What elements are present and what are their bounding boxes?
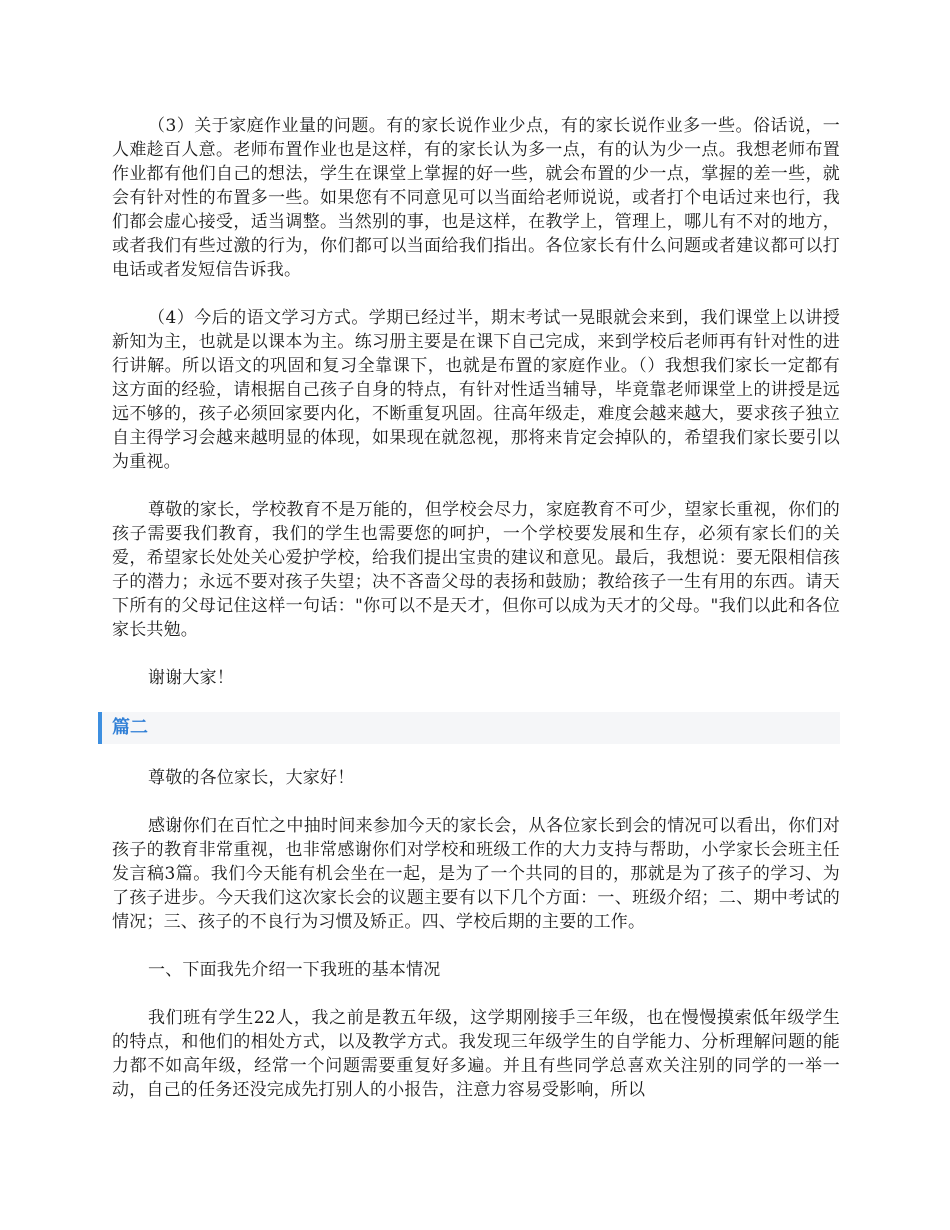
paragraph-class-situation: 我们班有学生22人，我之前是教五年级，这学期刚接手三年级，也在慢慢摸索低年级学生的特点，和他们的相处方式，以及教学方式。我发现三年级学生的自学能力、分析理解问题的能力都不如高年级，经常一个问题需要重复好多遍。并且有些同学总喜欢关注别的同学的一举一动，自己的任务还没完成先打别人的小报告，注意力容易受影响，所以 [112, 1008, 840, 1100]
document-body [112, 114, 840, 1126]
paragraph-thanks: 谢谢大家！ [148, 668, 234, 688]
paragraph-greeting: 尊敬的各位家长，大家好！ [148, 768, 355, 788]
paragraph-homework-amount: （3）关于家庭作业量的问题。有的家长说作业少点，有的家长说作业多一些。俗话说，一人难趁百人意。老师布置作业也是这样，有的家长认为多一点，有的认为少一点。我想老师布置作业都有他们自己的想法，学生在课堂上掌握的好一些，就会布置的少一点，掌握的差一些，就会有针对性的布置多一些。如果您有不同意见可以当面给老师说说，或者打个电话过来也行，我们都会虚心接受，适当调整。当然别的事，也是这样，在教学上，管理上，哪儿有不对的地方，或者我们有些过激的行为，你们都可以当面给我们指出。各位家长有什么问题或者建议都可以打电话或者发短信告诉我。 [112, 116, 840, 280]
section-title: 篇二 [112, 717, 148, 738]
paragraph-chinese-study-method: （4）今后的语文学习方式。学期已经过半，期末考试一晃眼就会来到，我们课堂上以讲授新知为主，也就是以课本为主。练习册主要是在课下自己完成，来到学校后老师再有针对性的进行讲解。所以语文的巩固和复习全靠课下，也就是布置的家庭作业。（）我想我们家长一定都有这方面的经验，请根据自己孩子自身的特点，有针对性适当辅导，毕竟靠老师课堂上的讲授是远远不够的，孩子必须回家要内化，不断重复巩固。往高年级走，难度会越来越大，要求孩子独立自主得学习会越来越明显的体现，如果现在就忽视，那将来肯定会掉队的，希望我们家长要引以为重视。 [112, 308, 840, 472]
section-header [98, 712, 840, 744]
paragraph-closing-remarks: 尊敬的家长，学校教育不是万能的，但学校会尽力，家庭教育不可少，望家长重视，你们的孩子需要我们教育，我们的学生也需要您的呵护，一个学校要发展和生存，必须有家长们的关爱，希望家长处处关心爱护学校，给我们提出宝贵的建议和意见。最后，我想说：要无限相信孩子的潜力；永远不要对孩子失望；决不吝啬父母的表扬和鼓励；教给孩子一生有用的东西。请天下所有的父母记住这样一句话："你可以不是天才，但你可以成为天才的父母。"我们以此和各位家长共勉。 [112, 500, 840, 640]
paragraph-introduction: 感谢你们在百忙之中抽时间来参加今天的家长会，从各位家长到会的情况可以看出，你们对孩子的教育非常重视，也非常感谢你们对学校和班级工作的大力支持与帮助，小学家长会班主任发言稿3篇。我们今天能有机会坐在一起，是为了一个共同的目的，那就是为了孩子的学习、为了孩子进步。今天我们这次家长会的议题主要有以下几个方面：一、班级介绍；二、期中考试的情况；三、孩子的不良行为习惯及矫正。四、学校后期的主要的工作。 [112, 816, 840, 932]
paragraph-subheading-class-intro: 一、下面我先介绍一下我班的基本情况 [148, 960, 441, 980]
